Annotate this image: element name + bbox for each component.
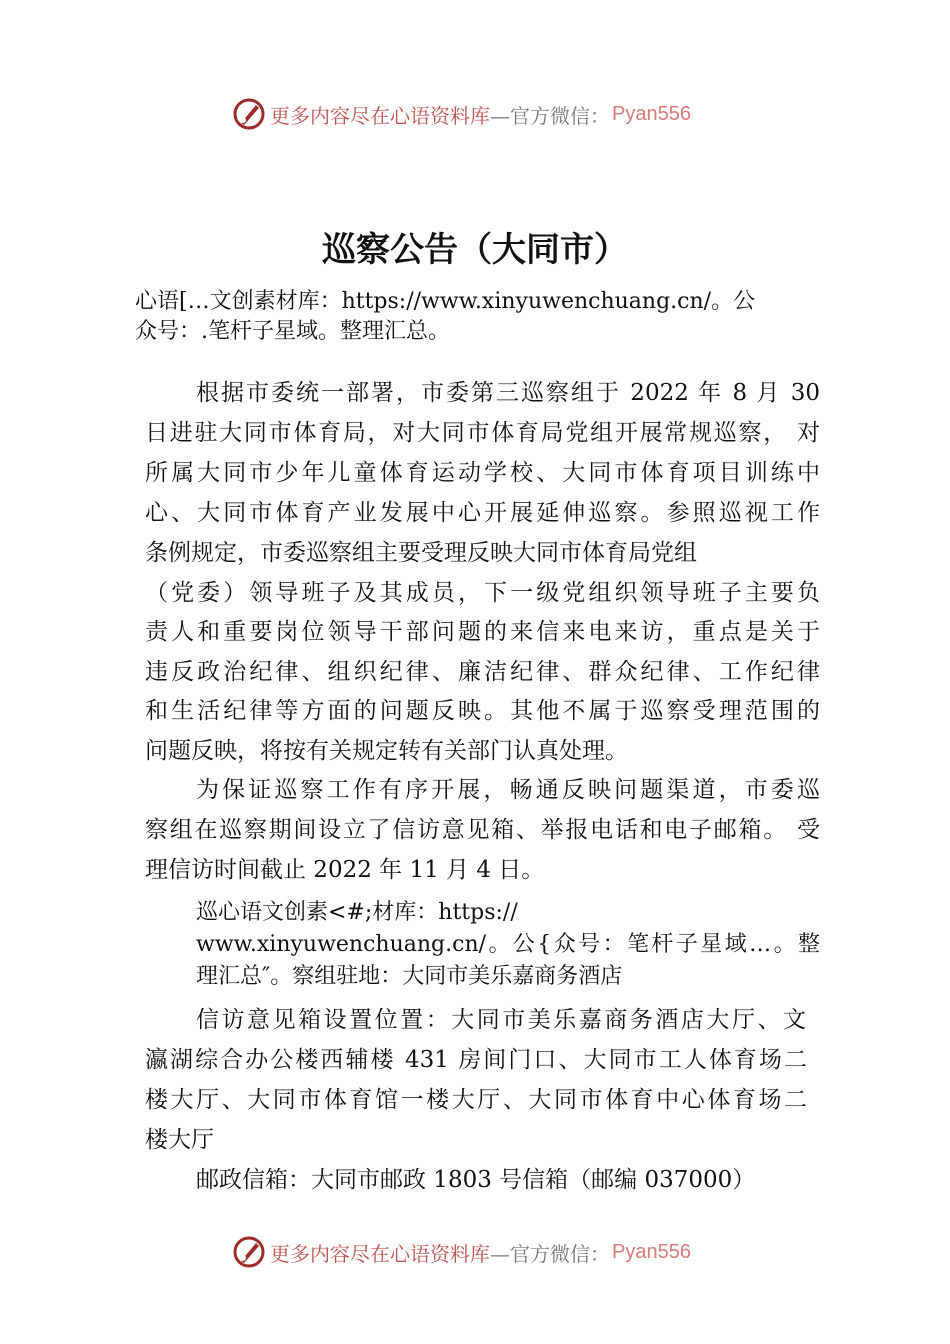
text-line: 楼大厅、大同市体育馆一楼大厅、大同市体育中心体育场二 [145,1087,807,1113]
watermark-label: —官方微信： [490,1241,610,1266]
watermark-text: 更多内容尽在心语资料库 [270,103,490,128]
text-line: 日进驻大同市体育局，对大同市体育局党组开展常规巡察， 对 [145,420,820,446]
text-line: 邮政信箱：大同市邮政 1803 号信箱（邮编 037000） [196,1167,756,1193]
text-line: 众号：.笔杆子星域。整理汇总。 [135,319,450,344]
text-line: 信访意见箱设置位置：大同市美乐嘉商务酒店大厅、文 [196,1007,806,1033]
text-line: 理汇总″。察组驻地：大同市美乐嘉商务酒店 [196,964,623,989]
text-line: 违反政治纪律、组织纪律、廉洁纪律、群众纪律、工作纪律 [145,659,820,685]
text-line: 察组在巡察期间设立了信访意见箱、举报电话和电子邮箱。 受 [145,817,820,843]
watermark-text: 更多内容尽在心语资料库 [270,1241,490,1266]
pen-logo-icon [232,1235,266,1269]
header-watermark [232,96,691,132]
pen-logo-icon [232,97,266,131]
text-line: www.xinyuwenchuang.cn/。公{众号：笔杆子星域…。整 [196,932,820,957]
text-line: 理信访时间截止 2022 年 11 月 4 日。 [145,857,545,883]
text-line: 所属大同市少年儿童体育运动学校、大同市体育项目训练中 [145,460,820,486]
text-line: 为保证巡察工作有序开展，畅通反映问题渠道，市委巡 [196,777,820,803]
text-line: 楼大厅 [145,1127,214,1153]
text-line: 和生活纪律等方面的问题反映。其他不属于巡察受理范围的 [145,698,820,724]
text-line: 心、大同市体育产业发展中心开展延伸巡察。参照巡视工作 [145,500,820,526]
text-line: 心语[…文创素材库：https://www.xinyuwenchuang.cn/。公 [135,289,756,314]
text-line: 巡心语文创素<#;材库：https:// [196,900,518,925]
text-line: 问题反映，将按有关规定转有关部门认真处理。 [145,738,628,764]
footer-watermark [232,1234,691,1270]
text-line: 责人和重要岗位领导干部问题的来信来电来访，重点是关于 [145,619,820,645]
watermark-wechat-id: Pyan556 [612,1240,691,1263]
watermark-label: —官方微信： [490,103,610,128]
page-title: 巡察公告（大同市） [322,230,628,270]
text-line: 根据市委统一部署，市委第三巡察组于 2022 年 8 月 30 [196,380,820,406]
watermark-wechat-id: Pyan556 [612,102,691,125]
text-line: （党委）领导班子及其成员，下一级党组织领导班子主要负 [145,580,820,606]
text-line: 瀛湖综合办公楼西辅楼 431 房间门口、大同市工人体育场二 [145,1047,807,1073]
text-line: 条例规定，市委巡察组主要受理反映大同市体育局党组 [145,540,697,566]
intro-note [135,287,815,347]
